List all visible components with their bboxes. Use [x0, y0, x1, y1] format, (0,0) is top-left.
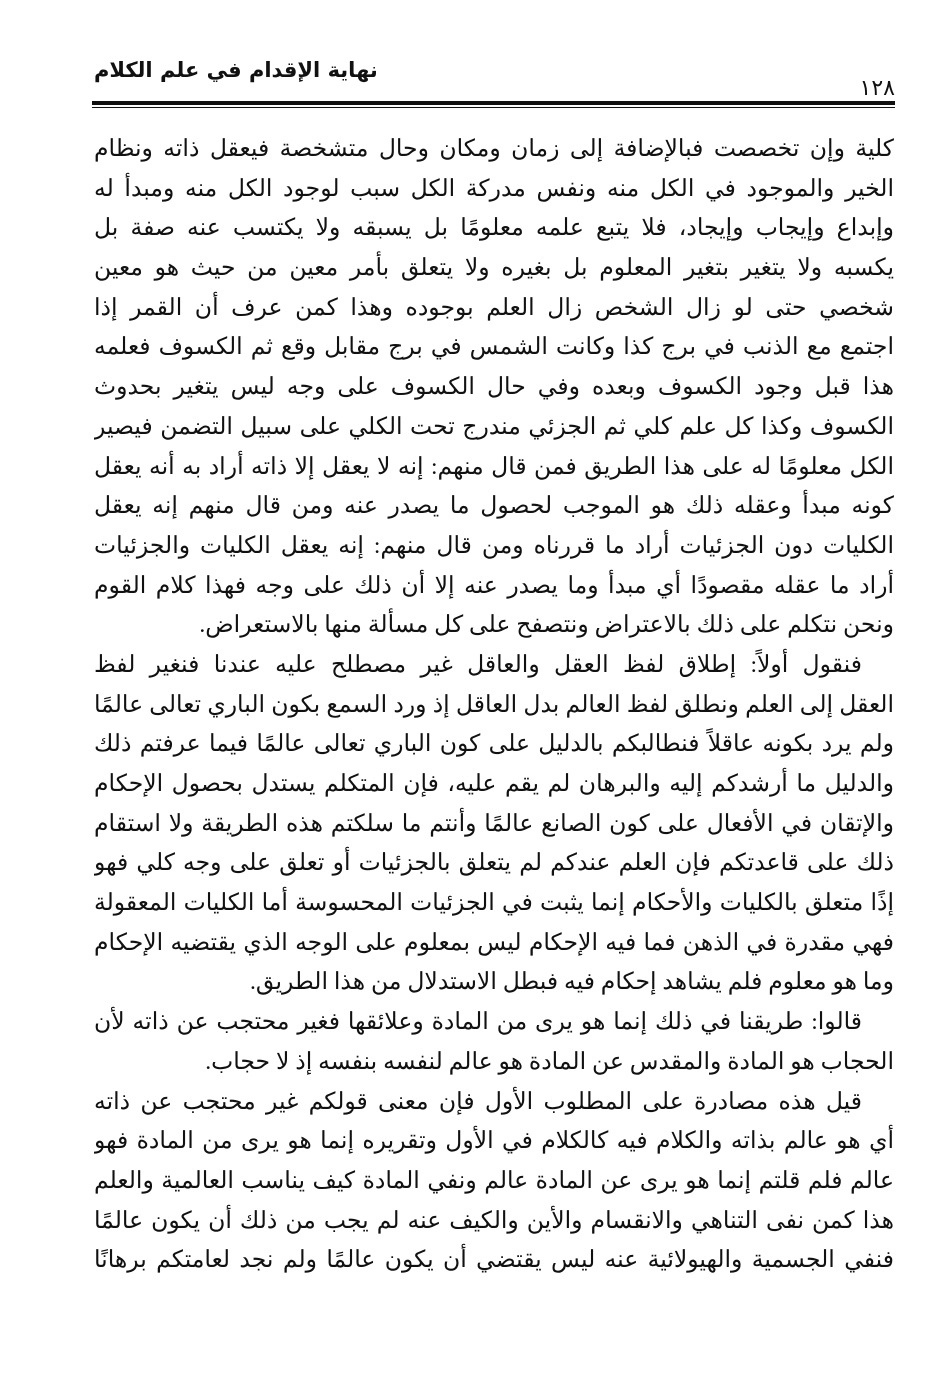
text-line: هذا كمن نفى التناهي والانقسام والأين والكيف عنه لم يجب من ذلك أن يكون عالمًا	[94, 1207, 894, 1234]
text-line: وإبداع وإيجاب وإيجاد، فلا يتبع علمه معلومًا بل يسبقه ولا يكتسب عنه صفة بل	[94, 215, 894, 242]
paragraph	[94, 1083, 894, 1281]
text-line: الخير والموجود في الكل منه ونفس مدركة الكل سبب لوجود الكل منه ومبدأ له	[94, 175, 894, 202]
running-header-title: نهاية الإقدام في علم الكلام	[94, 58, 378, 82]
text-line: قالوا: طريقنا في ذلك إنما هو يرى من المادة وعلائقها فغير محتجب عن ذاته لأن	[94, 1009, 862, 1036]
text-line: العقل إلى العلم ونطلق لفظ العالم بدل العاقل إذ ورد السمع بكون الباري تعالى عالمًا	[94, 691, 894, 718]
page-number: ١٢٨	[859, 76, 895, 101]
text-line: الحجاب هو المادة والمقدس عن المادة هو عالم لنفسه بنفسه إذ لا حجاب.	[205, 1048, 894, 1075]
text-line: ذلك على قاعدتكم فإن العلم عندكم لم يتعلق بالجزئيات أو تعلق على وجه كلي فهو	[94, 850, 894, 877]
text-line: فنفي الجسمية والهيولائية عنه ليس يقتضي أن يكون عالمًا ولم نجد لعامتكم برهانًا	[94, 1247, 894, 1274]
text-line: وما هو معلوم فلم يشاهد إحكام فيه فبطل الاستدلال من هذا الطريق.	[250, 969, 894, 996]
paragraph	[94, 1003, 894, 1082]
paragraph	[94, 130, 894, 646]
text-line: يكسبه ولا يتغير بتغير المعلوم بل بغيره ولا يتعلق بأمر معين من حيث هو معين	[94, 255, 894, 282]
text-line: ولم يرد بكونه عاقلاً فنطالبكم بالدليل على كون الباري تعالى عالمًا فيما عرفتم ذلك	[94, 731, 894, 758]
text-line: عالم فلم قلتم إنما هو يرى عن المادة عالم ونفي المادة كيف يناسب العالمية والعلم	[94, 1167, 894, 1194]
text-line: ونحن نتكلم على ذلك بالاعتراض ونتصفح على كل مسألة منها بالاستعراض.	[199, 612, 894, 639]
paragraph	[94, 646, 894, 1003]
text-line: فنقول أولاً: إطلاق لفظ العقل والعاقل غير مصطلح عليه عندنا فنغير لفظ	[94, 651, 862, 678]
text-line: اجتمع مع الذنب في برج كذا وكانت الشمس في برج مقابل وقع ثم الكسوف فعلمه	[94, 334, 894, 361]
header-rule-thin	[92, 107, 895, 108]
header-rule	[92, 101, 895, 105]
text-line: أراد ما عقله مقصودًا أي مبدأ وما يصدر عنه إلا أن ذلك على وجه فهذا كلام القوم	[94, 572, 894, 599]
page-body	[94, 130, 894, 1281]
text-line: كونه مبدأ وعقله ذلك هو الموجب لحصول ما يصدر عنه ومن قال منهم إنه يعقل	[94, 493, 894, 520]
text-line: إذًا متعلق بالكليات والأحكام إنما يثبت في الجزئيات المحسوسة أما الكليات المعقولة	[94, 890, 894, 917]
text-line: فهي مقدرة في الذهن فما فيه الإحكام ليس بمعلوم على الوجه الذي يقتضيه الإحكام	[94, 929, 894, 956]
text-line: الكل معلومًا له على هذا الطريق فمن قال منهم: إنه لا يعقل إلا ذاته أراد به أنه يعقل	[94, 453, 894, 480]
text-line: شخصي حتى لو زال الشخص زال العلم بوجوده وهذا كمن عرف أن القمر إذا	[94, 294, 894, 321]
text-line: قيل هذه مصادرة على المطلوب الأول فإن معنى قولكم غير محتجب عن ذاته	[94, 1088, 862, 1115]
text-line: والإتقان في الأفعال على كون الصانع عالمًا وأنتم ما سلكتم هذه الطريقة ولا استقام	[94, 810, 894, 837]
text-line: هذا قبل وجود الكسوف وبعده وفي حال الكسوف على وجه ليس يتغير بحدوث	[94, 374, 894, 401]
text-line: الكسوف وكذا كل علم كلي ثم الجزئي مندرج تحت الكلي على سبيل التضمن فيصير	[94, 413, 894, 440]
text-line: كلية وإن تخصصت فبالإضافة إلى زمان ومكان وحال متشخصة فيعقل ذاته ونظام	[94, 136, 894, 162]
text-line: والدليل ما أرشدكم إليه والبرهان لم يقم عليه، فإن المتكلم يستدل بحصول الإحكام	[94, 771, 894, 797]
text-line: الكليات دون الجزئيات أراد ما قررناه ومن قال منهم: إنه يعقل الكليات والجزئيات	[94, 532, 894, 559]
text-line: أي هو عالم بذاته والكلام فيه كالكلام في الأول وتقريره إنما هو يرى من المادة فهو	[94, 1128, 894, 1155]
